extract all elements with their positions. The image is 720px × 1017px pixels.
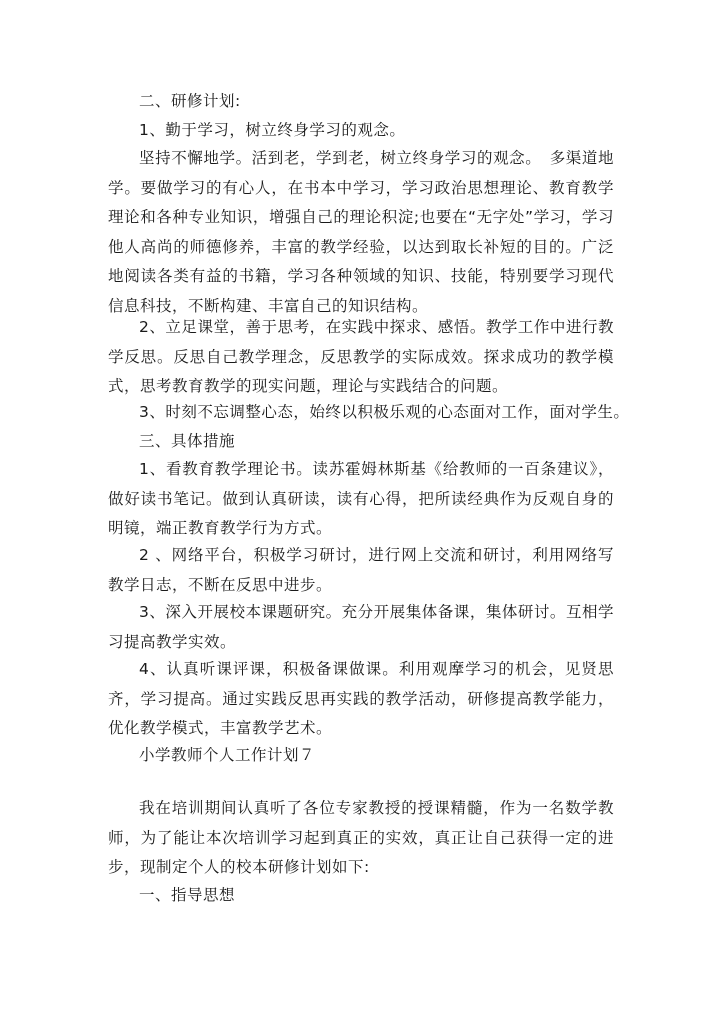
measure-item-2: 2 、网络平台，积极学习研讨，进行网上交流和研讨，利用网络写教学日志，不断在反思中进步。 — [108, 546, 614, 594]
research-item-1-title: 1、勤于学习，树立终身学习的观念。 — [139, 121, 406, 139]
intro-paragraph: 我在培训期间认真听了各位专家教授的授课精髓，作为一名数学教师，为了能让本次培训学习起到真正的实效，真正让自己获得一定的进步，现制定个人的校本研修计划如下: — [108, 799, 614, 877]
section-heading-guiding-ideology: 一、指导思想 — [139, 886, 236, 904]
research-item-3: 3、时刻不忘调整心态，始终以积极乐观的心态面对工作，面对学生。 — [139, 403, 630, 421]
measure-item-1: 1、看教育教学理论书。读苏霍姆林斯基《给教师的一百条建议》，做好读书笔记。做到认真研读，读有心得，把所读经典作为反观自身的明镜，端正教育教学行为方式。 — [108, 460, 614, 538]
section-title-plan-7: 小学教师个人工作计划７ — [139, 746, 316, 764]
measure-item-3: 3、深入开展校本课题研究。充分开展集体备课，集体研讨。互相学习提高教学实效。 — [108, 603, 614, 651]
section-heading-measures: 三、具体措施 — [139, 432, 236, 450]
research-item-1-body: 坚持不懈地学。活到老，学到老，树立终身学习的观念。 多渠道地学。要做学习的有心人，在书本中学习，学习政治思想理论、教育教学理论和各种专业知识，增强自己的理论积淀;也要在“无字处”学习，学习他人高尚的师德修养，丰富的教学经验，以达到取长补短的目的。广泛地阅读各类有益的书籍，学习各种领域的知识、技能，特别要学习现代信息科技，不断构建、丰富自己的知识结构。 — [108, 149, 614, 315]
section-heading-research-plan: 二、研修计划: — [139, 92, 241, 110]
measure-item-4: 4、认真听课评课，积极备课做课。利用观摩学习的机会，见贤思齐，学习提高。通过实践反思再实践的教学活动，研修提高教学能力，优化教学模式，丰富教学艺术。 — [108, 660, 614, 738]
research-item-2: 2、立足课堂，善于思考，在实践中探求、感悟。教学工作中进行教学反思。反思自己教学理念，反思教学的实际成效。探求成功的教学模式，思考教育教学的现实问题，理论与实践结合的问题。 — [108, 318, 614, 396]
